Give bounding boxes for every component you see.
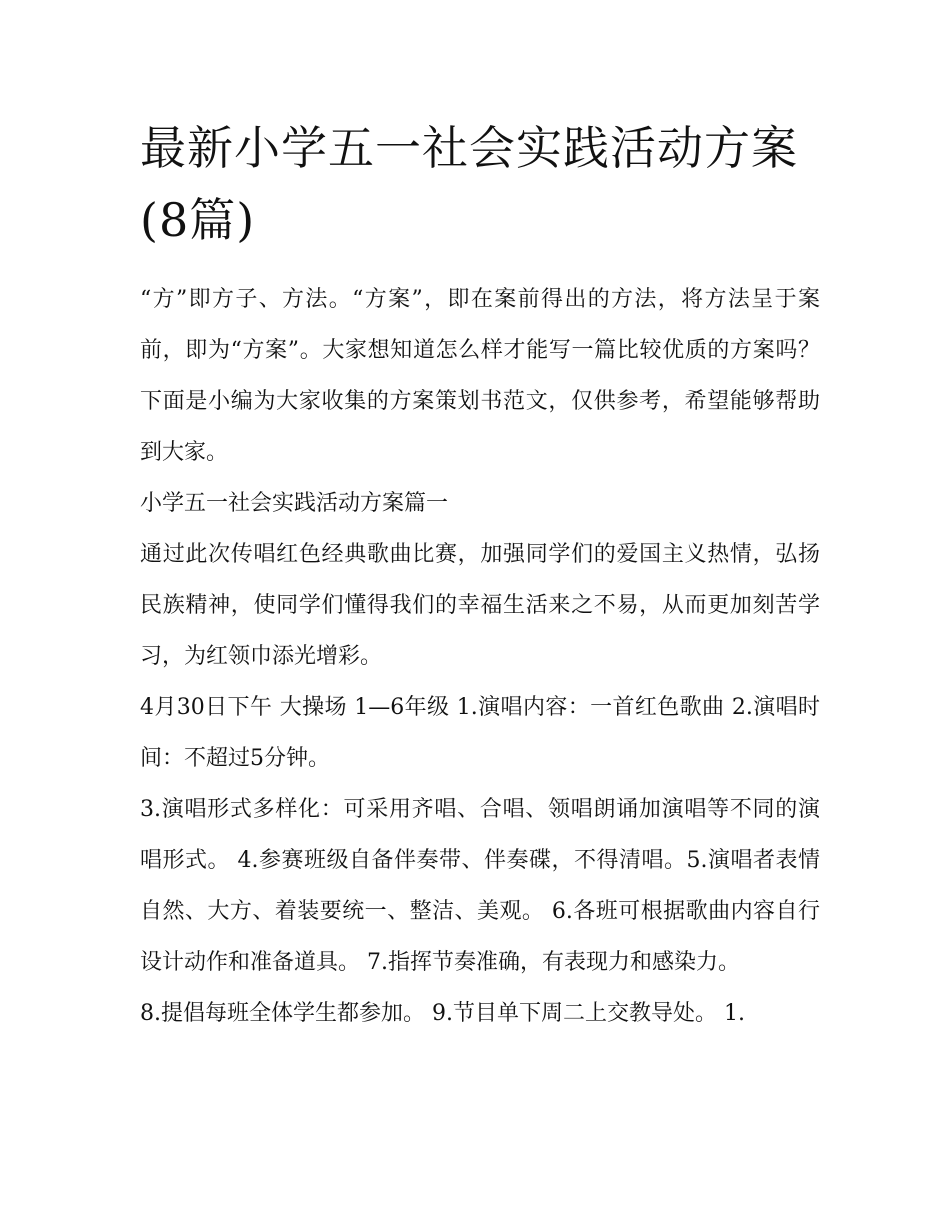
notes-paragraph: 8.提倡每班全体学生都参加。 9.节目单下周二上交教导处。 1. (140, 1001, 745, 1026)
section-heading: 小学五一社会实践活动方案篇一 (140, 491, 449, 516)
document-title: 最新小学五一社会实践活动方案(8篇) (140, 121, 798, 247)
requirements-paragraph: 3.演唱形式多样化：可采用齐唱、合唱、领唱朗诵加演唱等不同的演唱形式。 4.参赛班级自备伴奏带、伴奏碟，不得清唱。5.演唱者表情自然、大方、着装要统一、整洁、美观。 6.各班可根据歌曲内容自行设计动作和准备道具。 7.指挥节奏准确，有表现力和感染力。 (140, 797, 820, 975)
intro-paragraph: “方”即方子、方法。“方案”，即在案前得出的方法，将方法呈于案前，即为“方案”。大家想知道怎么样才能写一篇比较优质的方案吗？下面是小编为大家收集的方案策划书范文，仅供参考，希望能够帮助到大家。 (140, 287, 820, 465)
purpose-paragraph: 通过此次传唱红色经典歌曲比赛，加强同学们的爱国主义热情，弘扬民族精神，使同学们懂得我们的幸福生活来之不易，从而更加刻苦学习，为红领巾添光增彩。 (140, 542, 820, 669)
document-page (140, 112, 820, 1039)
time-place-paragraph: 4月30日下午 大操场 1—6年级 1.演唱内容：一首红色歌曲 2.演唱时间：不超过5分钟。 (140, 695, 820, 771)
